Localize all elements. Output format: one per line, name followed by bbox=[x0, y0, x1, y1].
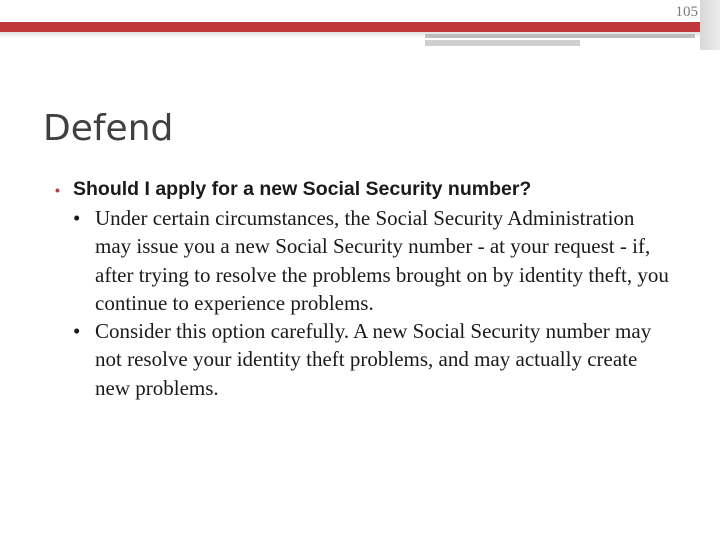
slide-title: Defend bbox=[43, 108, 174, 149]
slide-number: 105 bbox=[675, 4, 698, 20]
decorative-stripe bbox=[425, 34, 695, 38]
sub-bullet-item bbox=[73, 204, 695, 317]
decorative-stripe-secondary bbox=[425, 40, 580, 46]
header-accent-bar bbox=[0, 22, 720, 32]
sub-bullet-marker: • bbox=[73, 319, 81, 344]
bullet-marker: • bbox=[55, 182, 60, 198]
slide-content bbox=[55, 176, 695, 402]
sub-bullet-text: Consider this option carefully. A new Social Security number may not resolve your identity theft problems, and may actually create new problems. bbox=[95, 319, 652, 400]
corner-decoration bbox=[700, 0, 720, 50]
bullet-main-text: Should I apply for a new Social Security number? bbox=[73, 178, 532, 200]
sub-bullet-text: Under certain circumstances, the Social Security Administration may issue you a new Social Security number - at your request - if, after trying to resolve the problems brought on by identity theft, you continue to experience problems. bbox=[95, 206, 669, 315]
sub-bullet-marker: • bbox=[73, 206, 81, 230]
sub-bullet-list bbox=[73, 204, 695, 402]
sub-bullet-item bbox=[73, 317, 695, 402]
bullet-main bbox=[55, 176, 695, 204]
